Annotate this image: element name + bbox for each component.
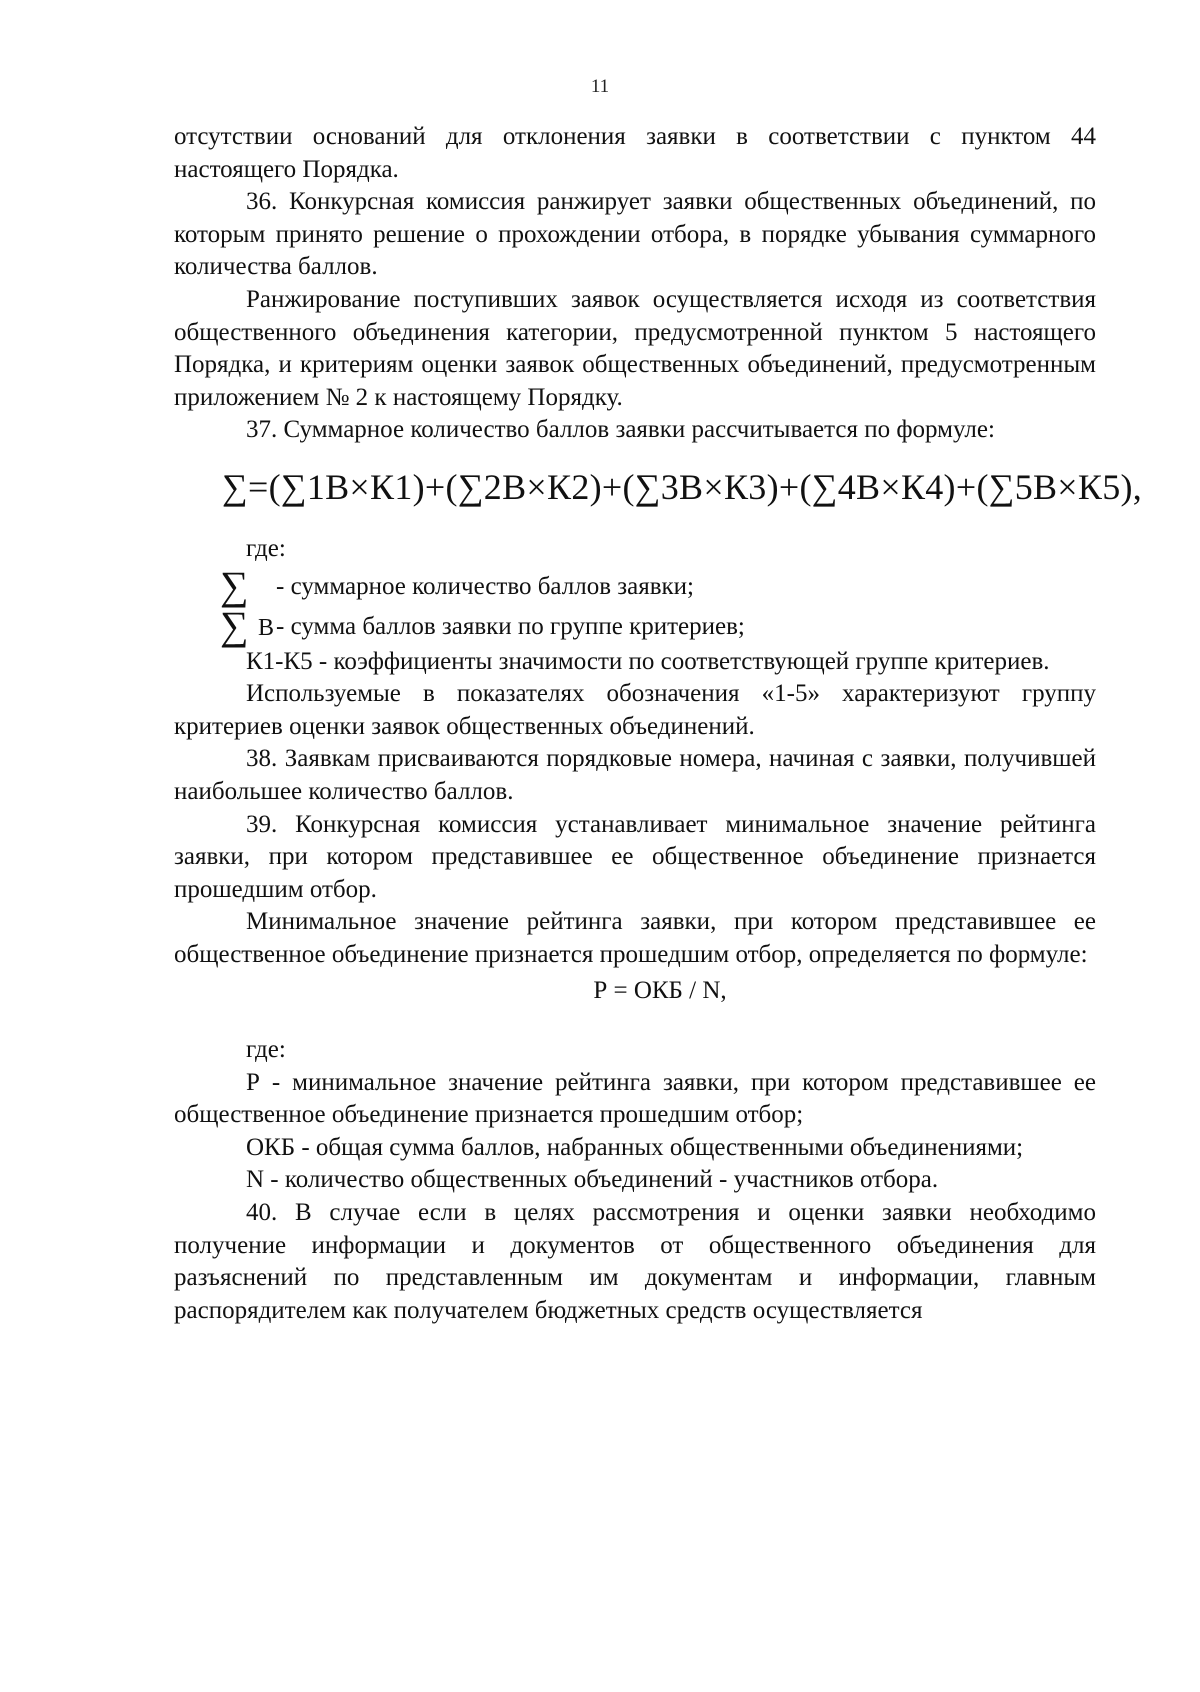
paragraph-notation: Используемые в показателях обозначения «1-5» характеризуют группу критериев оценки заявок общественных объединений. <box>174 680 1096 740</box>
paragraph-continuation: отсутствии оснований для отклонения заявки в соответствии с пунктом 44 настоящего Порядка. <box>174 123 1096 183</box>
sigma-b-letter: В <box>258 614 275 641</box>
document-body <box>174 121 1143 1327</box>
where-label-1: где: <box>246 534 286 562</box>
definition-n: N - количество общественных объединений - участников отбора. <box>246 1166 939 1194</box>
page-number: 11 <box>590 76 610 97</box>
paragraph-min-rating: Минимальное значение рейтинга заявки, при котором представившее ее общественное объединение признается прошедшим отбор, определяется по формуле: <box>174 908 1096 968</box>
definition-sigma <box>220 562 1096 608</box>
sigma-symbol: ∑ <box>220 562 249 608</box>
sigma-b-symbol <box>220 602 276 648</box>
paragraph-37: 37. Суммарное количество баллов заявки рассчитывается по формуле: <box>246 416 995 444</box>
sigma-b-sigma: ∑ <box>220 602 249 648</box>
definition-sigma-text: - суммарное количество баллов заявки; <box>276 572 694 600</box>
paragraph-40: 40. В случае если в целях рассмотрения и оценки заявки необходимо получение информации и документов от общественного объединения для разъяснений по представленным им документам и информации, главным распорядителем как получателем бюджетных средств осуществляется <box>174 1199 1096 1324</box>
definition-p: Р - минимальное значение рейтинга заявки, при котором представившее ее общественное объединение признается прошедшим отбор; <box>174 1068 1096 1129</box>
where-label-2: где: <box>246 1036 286 1064</box>
definition-sigma-b-text: - сумма баллов заявки по группе критериев; <box>276 612 745 640</box>
rating-formula: Р = ОКБ / N, <box>593 977 727 1005</box>
paragraph-38: 38. Заявкам присваиваются порядковые номера, начиная с заявки, получившей наибольшее количество баллов. <box>174 745 1096 805</box>
paragraph-ranking: Ранжирование поступивших заявок осуществляется исходя из соответствия общественного объединения категории, предусмотренной пунктом 5 настоящего Порядка, и критериям оценки заявок общественных объединений, предусмотренным приложением № 2 к настоящему Порядку. <box>174 285 1096 411</box>
definition-sigma-b <box>220 602 1096 648</box>
definition-k: К1-К5 - коэффициенты значимости по соответствующей группе критериев. <box>246 647 1050 675</box>
spacer <box>174 1008 1096 1034</box>
sum-formula: ∑=(∑1В×К1)+(∑2В×К2)+(∑3В×К3)+(∑4В×К4)+(∑5В×К5), <box>222 466 1143 507</box>
paragraph-36: 36. Конкурсная комиссия ранжирует заявки общественных объединений, по которым принято решение о прохождении отбора, в порядке убывания суммарного количества баллов. <box>174 188 1096 281</box>
paragraph-39: 39. Конкурсная комиссия устанавливает минимальное значение рейтинга заявки, при котором представившее ее общественное объединение признается прошедшим отбор. <box>174 810 1096 903</box>
definition-okb: ОКБ - общая сумма баллов, набранных общественными объединениями; <box>246 1133 1024 1161</box>
